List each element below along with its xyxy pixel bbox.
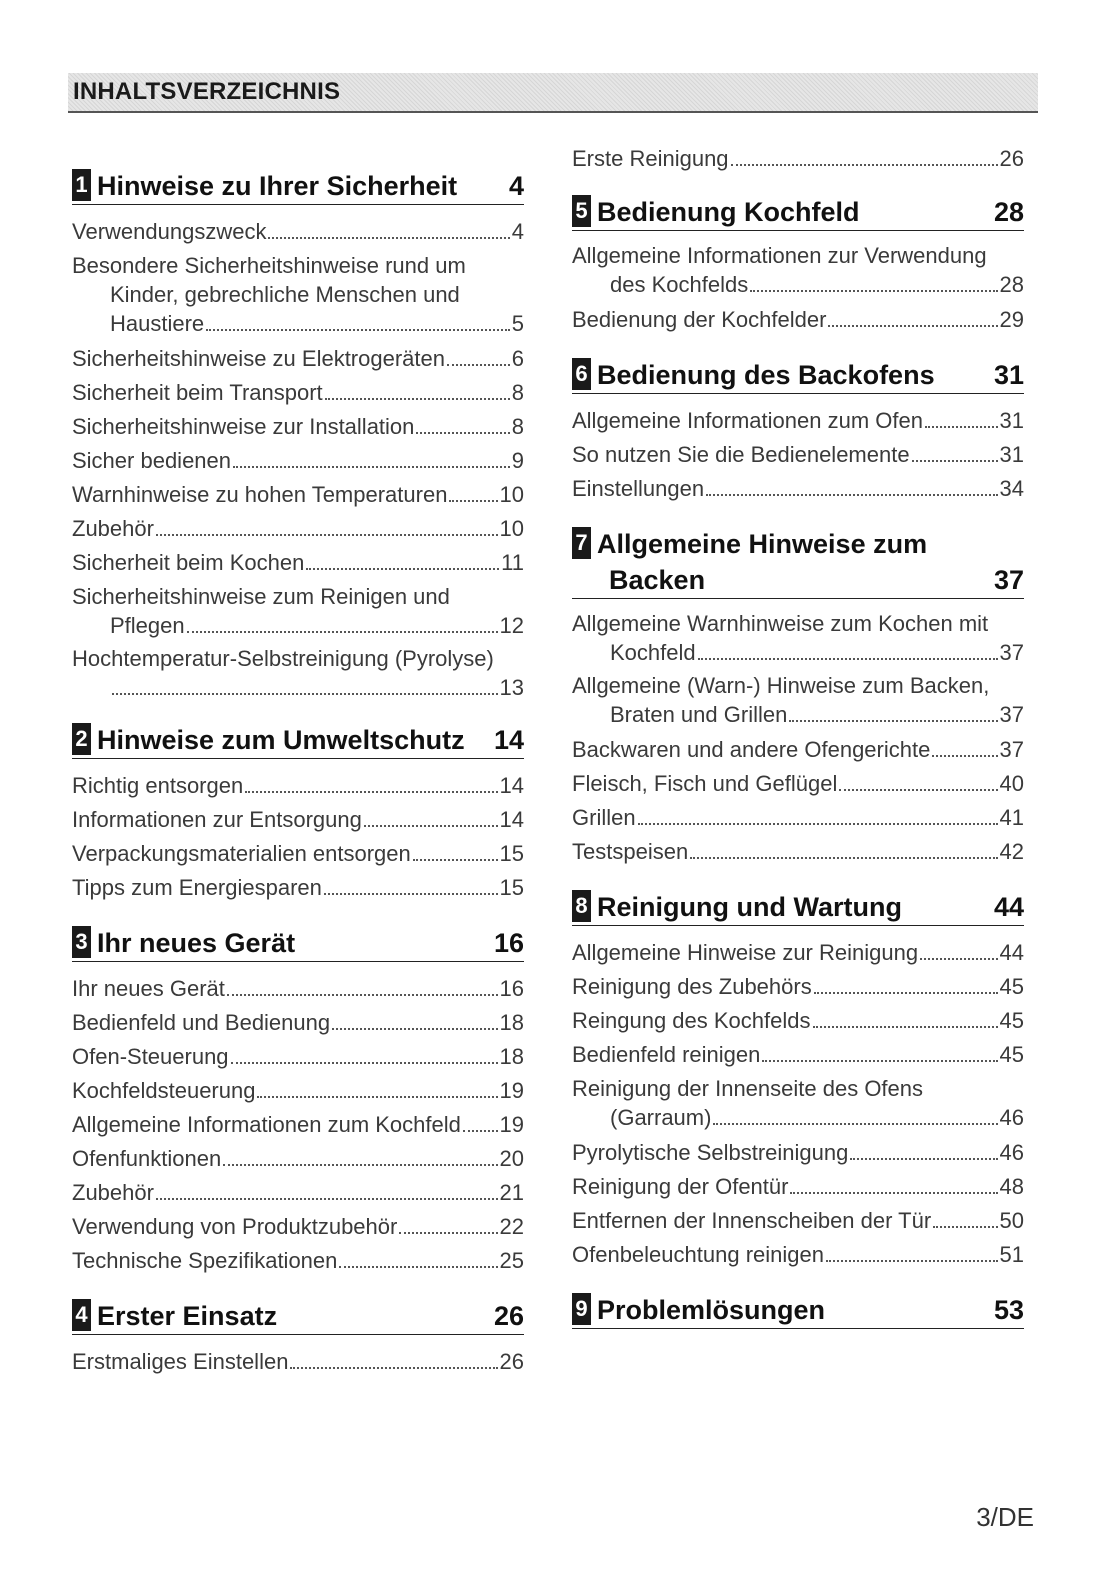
toc-entry-text: Bedienfeld reinigen <box>572 1042 761 1067</box>
toc-entry-text: Sicherheitshinweise zu Elektrogeräten <box>72 346 445 371</box>
toc-section-heading <box>72 168 524 205</box>
toc-leader-dots <box>814 992 998 994</box>
toc-section-title-line: Bedienung Kochfeld <box>597 197 860 227</box>
toc-leader-dots <box>257 1096 497 1098</box>
toc-entry-text: Haustiere <box>110 311 205 336</box>
toc-entry <box>572 936 1024 970</box>
toc-leader-dots <box>231 1062 498 1064</box>
toc-entry <box>572 472 1024 506</box>
toc-entry-text: Reinigung der Ofentür <box>572 1174 789 1199</box>
toc-entry-text: Backwaren und andere Ofengerichte <box>572 737 931 762</box>
toc-entry-text: Allgemeine Informationen zur Verwendung <box>572 243 987 268</box>
toc-entry-page: 28 <box>999 272 1024 297</box>
toc-entry-text: Testspeisen <box>572 839 689 864</box>
toc-entry <box>572 733 1024 767</box>
toc-entry <box>572 1204 1024 1238</box>
toc-section-heading <box>572 194 1024 231</box>
toc-section-title-line: Hinweise zu Ihrer Sicherheit <box>97 171 458 201</box>
toc-entry-page: 45 <box>999 974 1024 999</box>
toc-section-page: 28 <box>993 197 1024 227</box>
toc-entry <box>572 1170 1024 1204</box>
toc-leader-dots <box>447 364 510 366</box>
toc-entry-text: Ofenbeleuchtung reinigen <box>572 1242 824 1267</box>
toc-entry <box>72 512 524 546</box>
toc-entry-text: Grillen <box>572 805 636 830</box>
toc-leader-dots <box>245 791 497 793</box>
toc-leader-dots <box>713 1123 997 1125</box>
toc-entry-line <box>572 270 1024 299</box>
toc-entry-text: Kinder, gebrechliche Menschen und <box>110 282 460 307</box>
toc-section-title <box>597 194 986 230</box>
toc-entry <box>572 835 1024 869</box>
toc-leader-dots <box>839 789 997 791</box>
toc-entry-text: Zubehör <box>72 1180 154 1205</box>
toc-section-title <box>97 925 486 961</box>
toc-entry <box>72 1244 524 1278</box>
toc-entry-text: Verwendungszweck <box>72 219 267 244</box>
toc-entry-page: 10 <box>499 482 524 507</box>
toc-entry-text: Allgemeine Warnhinweise zum Kochen mit <box>572 611 989 636</box>
toc-section-title <box>597 889 986 925</box>
toc-section <box>572 889 1024 1272</box>
toc-section-page: 37 <box>993 565 1024 595</box>
toc-section-title-line: Bedienung des Backofens <box>597 360 935 390</box>
toc-entry-text: Reingung des Kochfelds <box>572 1008 811 1033</box>
toc-entry-page: 22 <box>499 1214 524 1239</box>
toc-leader-dots <box>706 494 997 496</box>
toc-entry-line <box>572 638 1024 667</box>
toc-entry <box>72 342 524 376</box>
toc-entry <box>72 444 524 478</box>
toc-section-title <box>597 357 986 393</box>
toc-leader-dots <box>932 755 997 757</box>
toc-entry-page: 45 <box>999 1008 1024 1033</box>
toc-entry-page: 31 <box>999 408 1024 433</box>
toc-entry-text: Braten und Grillen <box>610 702 788 727</box>
toc-leader-dots <box>324 893 498 895</box>
toc-entry-page: 8 <box>511 414 524 439</box>
toc-entry-page: 48 <box>999 1174 1024 1199</box>
toc-section-heading <box>572 1292 1024 1329</box>
toc-section-page: 53 <box>993 1295 1024 1325</box>
toc-entry-text: Erstmaliges Einstellen <box>72 1349 289 1374</box>
toc-section-title-line: Erster Einsatz <box>97 1301 278 1331</box>
toc-entry-page: 6 <box>511 346 524 371</box>
toc-entry-text: Allgemeine (Warn-) Hinweise zum Backen, <box>572 673 990 698</box>
toc-entry-text: Sicherheit beim Transport <box>72 380 323 405</box>
toc-entry-text: Tipps zum Energiesparen <box>72 875 322 900</box>
toc-section-heading <box>72 722 524 759</box>
toc-left-column <box>72 168 524 1399</box>
toc-entry-page: 44 <box>999 940 1024 965</box>
toc-entry <box>72 410 524 444</box>
toc-entry-text: Sicherheitshinweise zum Reinigen und <box>72 584 450 609</box>
toc-leader-dots <box>925 426 998 428</box>
section-number-badge: 6 <box>572 358 591 390</box>
toc-section-page: 14 <box>493 725 524 755</box>
section-number-badge: 1 <box>72 169 91 201</box>
toc-entry-text: Pflegen <box>110 613 185 638</box>
toc-section <box>72 925 524 1278</box>
toc-section-title <box>97 1298 486 1334</box>
toc-entry-page: 51 <box>999 1242 1024 1267</box>
toc-entry <box>72 1345 524 1379</box>
toc-entry-text: Informationen zur Entsorgung <box>72 807 362 832</box>
toc-leader-dots <box>449 500 497 502</box>
toc-entry-line <box>72 309 524 338</box>
toc-entry-text: Kochfeldsteuerung <box>72 1078 256 1103</box>
toc-entry <box>572 801 1024 835</box>
toc-entry-text: des Kochfelds <box>610 272 749 297</box>
toc-entry-text: Richtig entsorgen <box>72 773 244 798</box>
toc-entry-text: Zubehör <box>72 516 154 541</box>
toc-entry <box>572 609 1024 667</box>
toc-entry-line <box>572 1103 1024 1132</box>
toc-leader-dots <box>463 1130 498 1132</box>
toc-entry <box>72 478 524 512</box>
toc-section-heading <box>572 526 1024 599</box>
toc-entry <box>572 1074 1024 1132</box>
toc-entry-page: 25 <box>499 1248 524 1273</box>
toc-entry <box>72 803 524 837</box>
toc-entry <box>572 1038 1024 1072</box>
toc-leader-dots <box>826 1260 998 1262</box>
toc-section <box>572 357 1024 506</box>
toc-leader-dots <box>731 164 998 166</box>
toc-leader-dots <box>223 1164 497 1166</box>
toc-entry-page: 19 <box>499 1078 524 1103</box>
toc-entry <box>572 1238 1024 1272</box>
toc-entry-text: Allgemeine Hinweise zur Reinigung <box>572 940 919 965</box>
toc-entry-text: Warnhinweise zu hohen Temperaturen <box>72 482 448 507</box>
toc-section <box>572 142 1024 176</box>
toc-leader-dots <box>789 720 997 722</box>
section-number-badge: 4 <box>72 1299 91 1331</box>
toc-entry-text: Kochfeld <box>610 640 696 665</box>
toc-entry-page: 26 <box>999 146 1024 171</box>
toc-section <box>572 526 1024 869</box>
toc-entry-page: 45 <box>999 1042 1024 1067</box>
toc-section-page: 26 <box>493 1301 524 1331</box>
toc-leader-dots <box>912 460 998 462</box>
toc-entry-text: Sicherheitshinweise zur Installation <box>72 414 415 439</box>
toc-entry-page: 37 <box>999 640 1024 665</box>
toc-entry-text: Hochtemperatur-Selbstreinigung (Pyrolyse) <box>72 646 494 671</box>
toc-section <box>72 168 524 702</box>
toc-section-heading <box>572 357 1024 394</box>
toc-leader-dots <box>399 1232 497 1234</box>
toc-leader-dots <box>227 994 498 996</box>
toc-leader-dots <box>698 658 998 660</box>
toc-entry-text: Reinigung der Innenseite des Ofens <box>572 1076 924 1101</box>
toc-entry <box>72 1074 524 1108</box>
toc-entry-page: 37 <box>999 737 1024 762</box>
section-number-badge: 8 <box>572 890 591 922</box>
toc-leader-dots <box>850 1158 997 1160</box>
toc-entry-page: 14 <box>499 773 524 798</box>
toc-entry <box>72 1210 524 1244</box>
toc-section-title-line: Problemlösungen <box>597 1295 826 1325</box>
toc-section-heading <box>572 889 1024 926</box>
toc-section-title <box>597 1292 986 1328</box>
toc-entry-text: So nutzen Sie die Bedienelemente <box>572 442 910 467</box>
toc-entry-text: Ofen-Steuerung <box>72 1044 229 1069</box>
toc-entry-page: 11 <box>501 550 524 575</box>
section-number-badge: 2 <box>72 723 91 755</box>
toc-entry <box>72 837 524 871</box>
toc-entry-page: 5 <box>511 311 524 336</box>
toc-leader-dots <box>187 631 498 633</box>
toc-entry-text: Technische Spezifikationen <box>72 1248 338 1273</box>
toc-entry-text: (Garraum) <box>610 1105 712 1130</box>
toc-title: INHALTSVERZEICHNIS <box>73 78 341 105</box>
toc-section-heading <box>72 1298 524 1335</box>
toc-entry-line <box>72 611 524 640</box>
toc-section-page: 16 <box>493 928 524 958</box>
page-number: 3/DE <box>976 1502 1034 1532</box>
toc-entry-text: Verwendung von Produktzubehör <box>72 1214 398 1239</box>
toc-entry-text: Sicher bedienen <box>72 448 232 473</box>
toc-entry-text: Allgemeine Informationen zum Kochfeld <box>72 1112 461 1137</box>
toc-leader-dots <box>112 693 498 695</box>
toc-section <box>72 1298 524 1379</box>
toc-section-title-line: Reinigung und Wartung <box>597 892 902 922</box>
toc-leader-dots <box>364 825 498 827</box>
toc-leader-dots <box>156 534 498 536</box>
toc-entry <box>72 1108 524 1142</box>
toc-leader-dots <box>339 1266 497 1268</box>
toc-leader-dots <box>920 958 997 960</box>
toc-entry <box>72 871 524 905</box>
toc-entry-page: 41 <box>999 805 1024 830</box>
toc-entry <box>72 1040 524 1074</box>
toc-entry-page: 14 <box>499 807 524 832</box>
toc-entry-page: 42 <box>999 839 1024 864</box>
toc-section-title-line: Hinweise zum Umweltschutz <box>97 725 465 755</box>
toc-entry-page: 19 <box>499 1112 524 1137</box>
toc-entry-page: 50 <box>999 1208 1024 1233</box>
toc-entry-text: Bedienung der Kochfelder <box>572 307 827 332</box>
toc-section <box>72 722 524 905</box>
toc-entry-text: Sicherheit beim Kochen <box>72 550 305 575</box>
toc-entry <box>72 215 524 249</box>
toc-leader-dots <box>290 1367 497 1369</box>
toc-entry <box>72 546 524 580</box>
toc-entry-page: 26 <box>499 1349 524 1374</box>
toc-entry <box>72 972 524 1006</box>
toc-entry-page: 29 <box>999 307 1024 332</box>
toc-entry <box>572 438 1024 472</box>
toc-entry-text: Verpackungsmaterialien entsorgen <box>72 841 411 866</box>
toc-leader-dots <box>790 1192 997 1194</box>
toc-entry-page: 21 <box>499 1180 524 1205</box>
toc-entry-text: Ihr neues Gerät <box>72 976 225 1001</box>
toc-leader-dots <box>233 466 510 468</box>
toc-right-column <box>572 142 1024 1349</box>
toc-entry-page: 37 <box>999 702 1024 727</box>
toc-leader-dots <box>206 329 510 331</box>
toc-entry <box>572 1136 1024 1170</box>
toc-entry-page: 18 <box>499 1010 524 1035</box>
toc-entry <box>572 241 1024 299</box>
toc-leader-dots <box>690 857 997 859</box>
toc-entry <box>572 303 1024 337</box>
toc-section-title-line: Ihr neues Gerät <box>97 928 296 958</box>
toc-entry-page: 46 <box>999 1140 1024 1165</box>
toc-entry <box>572 671 1024 729</box>
toc-entry-page: 15 <box>499 875 524 900</box>
toc-entry <box>72 251 524 338</box>
toc-entry-text: Entfernen der Innenscheiben der Tür <box>572 1208 932 1233</box>
toc-leader-dots <box>416 432 509 434</box>
toc-entry-page: 12 <box>499 613 524 638</box>
toc-entry <box>72 582 524 640</box>
toc-section-page: 31 <box>993 360 1024 390</box>
toc-section-page: 4 <box>508 171 524 201</box>
section-number-badge: 3 <box>72 926 91 958</box>
toc-entry-page: 10 <box>499 516 524 541</box>
toc-section-title-line: Backen <box>609 565 706 595</box>
toc-entry <box>572 767 1024 801</box>
toc-entry <box>72 376 524 410</box>
toc-entry-page: 18 <box>499 1044 524 1069</box>
toc-section-title <box>97 722 486 758</box>
toc-leader-dots <box>638 823 998 825</box>
toc-entry <box>72 644 524 702</box>
toc-entry <box>72 1176 524 1210</box>
toc-leader-dots <box>813 1026 998 1028</box>
toc-leader-dots <box>306 568 499 570</box>
section-number-badge: 7 <box>572 527 591 559</box>
toc-entry-page: 40 <box>999 771 1024 796</box>
toc-leader-dots <box>413 859 498 861</box>
toc-leader-dots <box>828 325 997 327</box>
toc-leader-dots <box>750 290 997 292</box>
toc-entry-text: Pyrolytische Selbstreinigung <box>572 1140 849 1165</box>
toc-entry-text: Besondere Sicherheitshinweise rund um <box>72 253 466 278</box>
toc-leader-dots <box>762 1060 997 1062</box>
toc-entry <box>572 970 1024 1004</box>
toc-entry-text: Fleisch, Fisch und Geflügel <box>572 771 838 796</box>
toc-entry <box>572 404 1024 438</box>
section-number-badge: 5 <box>572 195 591 227</box>
toc-entry-page: 34 <box>999 476 1024 501</box>
toc-section <box>572 1292 1024 1329</box>
toc-header-bar <box>68 73 1038 113</box>
toc-entry <box>572 1004 1024 1038</box>
toc-entry <box>72 769 524 803</box>
toc-entry-page: 20 <box>499 1146 524 1171</box>
toc-entry <box>72 1006 524 1040</box>
toc-entry-text: Ofenfunktionen <box>72 1146 222 1171</box>
toc-entry-page: 13 <box>499 675 524 700</box>
toc-entry-page: 46 <box>999 1105 1024 1130</box>
toc-entry-text: Einstellungen <box>572 476 705 501</box>
toc-entry <box>72 1142 524 1176</box>
toc-entry-text: Reinigung des Zubehörs <box>572 974 812 999</box>
toc-entry-page: 9 <box>511 448 524 473</box>
toc-leader-dots <box>332 1028 497 1030</box>
toc-entry-line <box>72 673 524 702</box>
toc-leader-dots <box>933 1226 997 1228</box>
toc-section-page: 44 <box>993 892 1024 922</box>
section-number-badge: 9 <box>572 1293 591 1325</box>
toc-section-title <box>97 168 501 204</box>
toc-leader-dots <box>156 1198 498 1200</box>
toc-entry-line <box>572 700 1024 729</box>
toc-entry-text: Bedienfeld und Bedienung <box>72 1010 331 1035</box>
toc-section <box>572 194 1024 337</box>
toc-entry-text: Erste Reinigung <box>572 146 729 171</box>
toc-section-title-line: Allgemeine Hinweise zum <box>597 529 928 559</box>
toc-section-title <box>597 526 986 598</box>
toc-entry-page: 4 <box>511 219 524 244</box>
toc-leader-dots <box>325 398 510 400</box>
toc-entry-page: 16 <box>499 976 524 1001</box>
toc-entry-page: 31 <box>999 442 1024 467</box>
toc-entry-page: 8 <box>511 380 524 405</box>
toc-leader-dots <box>268 237 509 239</box>
toc-entry <box>572 142 1024 176</box>
toc-section-heading <box>72 925 524 962</box>
toc-entry-page: 15 <box>499 841 524 866</box>
toc-entry-text: Allgemeine Informationen zum Ofen <box>572 408 923 433</box>
